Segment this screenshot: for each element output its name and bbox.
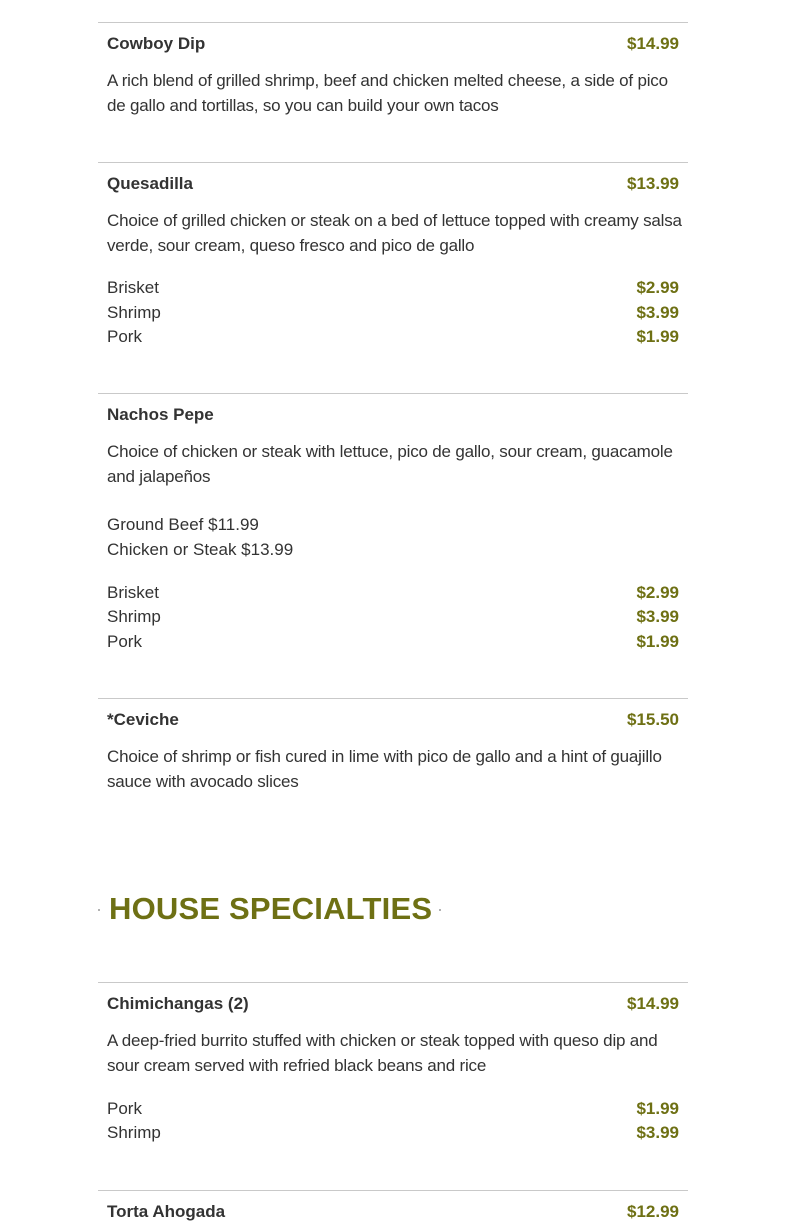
addon-price: $1.99 (636, 327, 679, 346)
addon-row (107, 581, 679, 606)
addon-price: $1.99 (636, 1099, 679, 1118)
item-name-ceviche: *Ceviche (107, 710, 179, 729)
addon-price: $1.99 (636, 632, 679, 651)
item-description-nachos-pepe: Choice of chicken or steak with lettuce, pico de gallo, sour cream, guacamole and jalapeños (107, 442, 673, 486)
item-price-quesadilla: $13.99 (627, 174, 679, 193)
addon-name: Pork (107, 1099, 142, 1118)
divider (98, 1190, 688, 1191)
addon-price: $3.99 (636, 1123, 679, 1142)
addon-name: Shrimp (107, 303, 161, 322)
addon-row (107, 1097, 679, 1122)
addon-price: $2.99 (636, 278, 679, 297)
item-name-nachos-pepe: Nachos Pepe (107, 405, 214, 424)
addon-row (107, 630, 679, 655)
decorative-dot (98, 909, 100, 911)
divider (98, 982, 688, 983)
divider (98, 162, 688, 163)
addon-price: $2.99 (636, 583, 679, 602)
divider (98, 393, 688, 394)
addon-row (107, 605, 679, 630)
variant-line: Ground Beef $11.99 (107, 515, 259, 534)
addon-row (107, 276, 679, 301)
divider (98, 22, 688, 23)
addon-name: Shrimp (107, 1123, 161, 1142)
item-price-cowboy-dip: $14.99 (627, 34, 679, 53)
addon-name: Brisket (107, 278, 159, 297)
item-name-quesadilla: Quesadilla (107, 174, 193, 193)
addon-row (107, 1121, 679, 1146)
item-name-torta-ahogada: Torta Ahogada (107, 1202, 226, 1221)
addon-row (107, 325, 679, 350)
item-price-chimichangas: $14.99 (627, 994, 679, 1013)
section-heading-house-specialties: HOUSE SPECIALTIES (109, 891, 433, 926)
addon-name: Brisket (107, 583, 159, 602)
item-name-cowboy-dip: Cowboy Dip (107, 34, 206, 53)
item-description-cowboy-dip: A rich blend of grilled shrimp, beef and chicken melted cheese, a side of pico de gallo and tortillas, so you can build your own tacos (107, 71, 668, 115)
addon-name: Pork (107, 632, 142, 651)
item-price-ceviche: $15.50 (627, 710, 679, 729)
item-description-chimichangas: A deep-fried burrito stuffed with chicken or steak topped with queso dip and sour cream served with refried black beans and rice (107, 1031, 658, 1075)
item-description-ceviche: Choice of shrimp or fish cured in lime with pico de gallo and a hint of guajillo sauce with avocado slices (107, 747, 662, 791)
item-name-chimichangas: Chimichangas (2) (107, 994, 249, 1013)
addon-price: $3.99 (636, 303, 679, 322)
variant-line: Chicken or Steak $13.99 (107, 540, 294, 559)
addon-name: Shrimp (107, 607, 161, 626)
divider (98, 698, 688, 699)
addon-name: Pork (107, 327, 142, 346)
addon-price: $3.99 (636, 607, 679, 626)
item-price-torta-ahogada: $12.99 (627, 1202, 679, 1221)
addon-row (107, 301, 679, 326)
decorative-dot (439, 909, 441, 911)
item-description-quesadilla: Choice of grilled chicken or steak on a bed of lettuce topped with creamy salsa verde, sour cream, queso fresco and pico de gallo (107, 211, 682, 255)
